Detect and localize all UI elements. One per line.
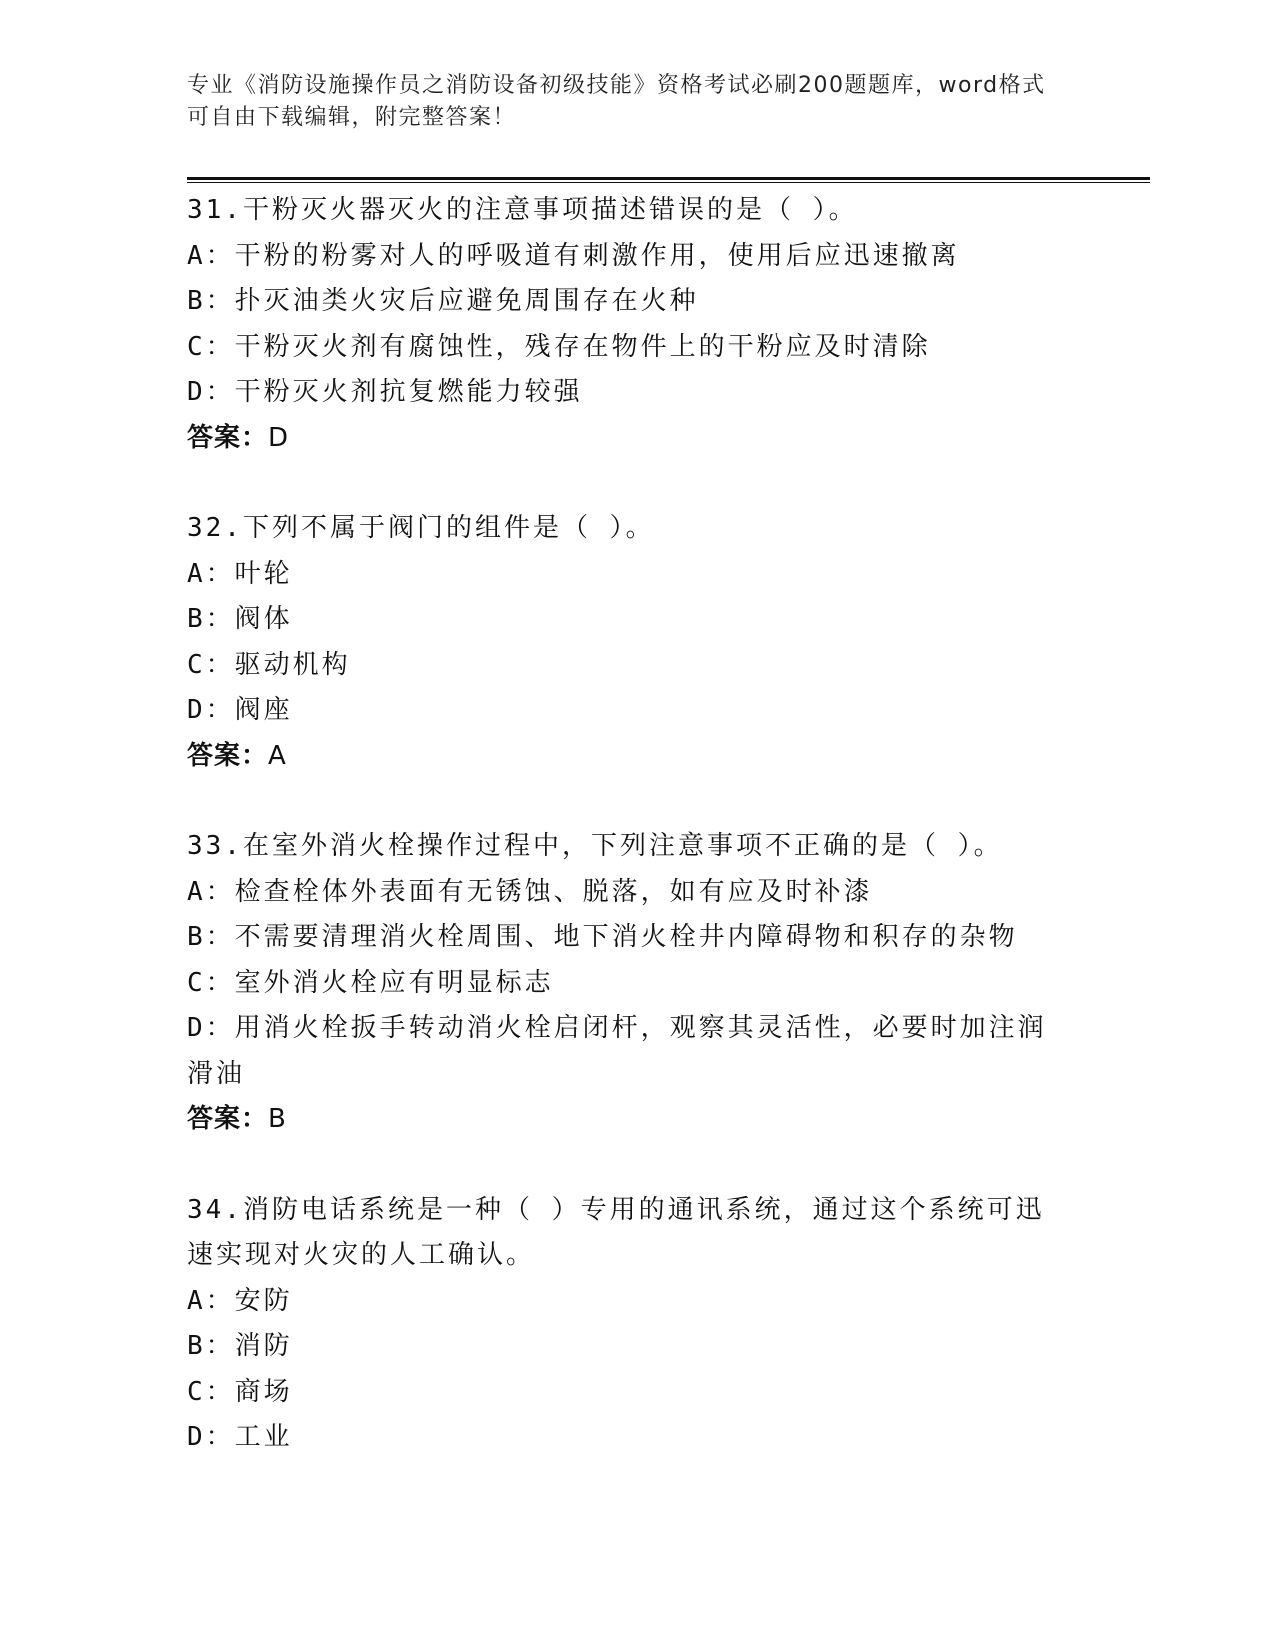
- answer-line: [187, 416, 1087, 462]
- answer-line: [187, 734, 1087, 780]
- question-31: [187, 188, 1087, 461]
- option-c: C：商场: [187, 1376, 293, 1407]
- option-b: B：不需要清理消火栓周围、地下消火栓井内障碍物和积存的杂物: [187, 922, 1018, 952]
- header-divider-thin: [187, 182, 1150, 183]
- option-c: C：干粉灭火剂有腐蚀性，残存在物件上的干粉应及时清除: [187, 331, 931, 362]
- question-stem: 34.消防电话系统是一种（ ）专用的通讯系统，通过这个系统可迅速实现对火灾的人工确认。: [187, 1194, 1045, 1270]
- option-a: A：检查栓体外表面有无锈蚀、脱落，如有应及时补漆: [187, 876, 873, 907]
- answer-line: [187, 1097, 1087, 1143]
- option-a: A：安防: [187, 1285, 293, 1316]
- option-b: B：消防: [187, 1331, 293, 1361]
- option-b: B：扑灭油类火灾后应避免周围存在火种: [187, 286, 699, 316]
- document-header: 专业《消防设施操作员之消防设备初级技能》资格考试必刷200题题库，word格式可自由下载编辑，附完整答案！: [187, 73, 1046, 130]
- question-stem: 31.干粉灭火器灭火的注意事项描述错误的是（ ）。: [187, 195, 858, 225]
- question-33: [187, 824, 1087, 1143]
- option-d: D：工业: [187, 1422, 293, 1452]
- question-stem: 32.下列不属于阀门的组件是（ ）。: [187, 513, 655, 543]
- answer-label: 答案：: [187, 1104, 269, 1134]
- question-list: [187, 188, 1087, 1461]
- option-d: D：阀座: [187, 695, 293, 725]
- option-c: C：室外消火栓应有明显标志: [187, 967, 554, 998]
- answer-label: 答案：: [187, 422, 269, 453]
- option-b: B：阀体: [187, 604, 293, 634]
- question-34: [187, 1188, 1087, 1461]
- header-divider-thick: [187, 177, 1150, 180]
- question-32: [187, 506, 1087, 779]
- option-d: D：用消火栓扳手转动消火栓启闭杆，观察其灵活性，必要时加注润滑油: [187, 1013, 1047, 1089]
- answer-label: 答案：: [187, 740, 269, 771]
- option-d: D：干粉灭火剂抗复燃能力较强: [187, 377, 583, 407]
- answer-value: B: [268, 1104, 287, 1134]
- question-stem: 33.在室外消火栓操作过程中，下列注意事项不正确的是（ ）。: [187, 831, 1003, 861]
- answer-value: D: [268, 422, 290, 453]
- answer-value: A: [268, 740, 287, 771]
- option-a: A：干粉的粉雾对人的呼吸道有刺激作用，使用后应迅速撤离: [187, 240, 960, 271]
- option-a: A：叶轮: [187, 558, 293, 589]
- option-c: C：驱动机构: [187, 649, 351, 680]
